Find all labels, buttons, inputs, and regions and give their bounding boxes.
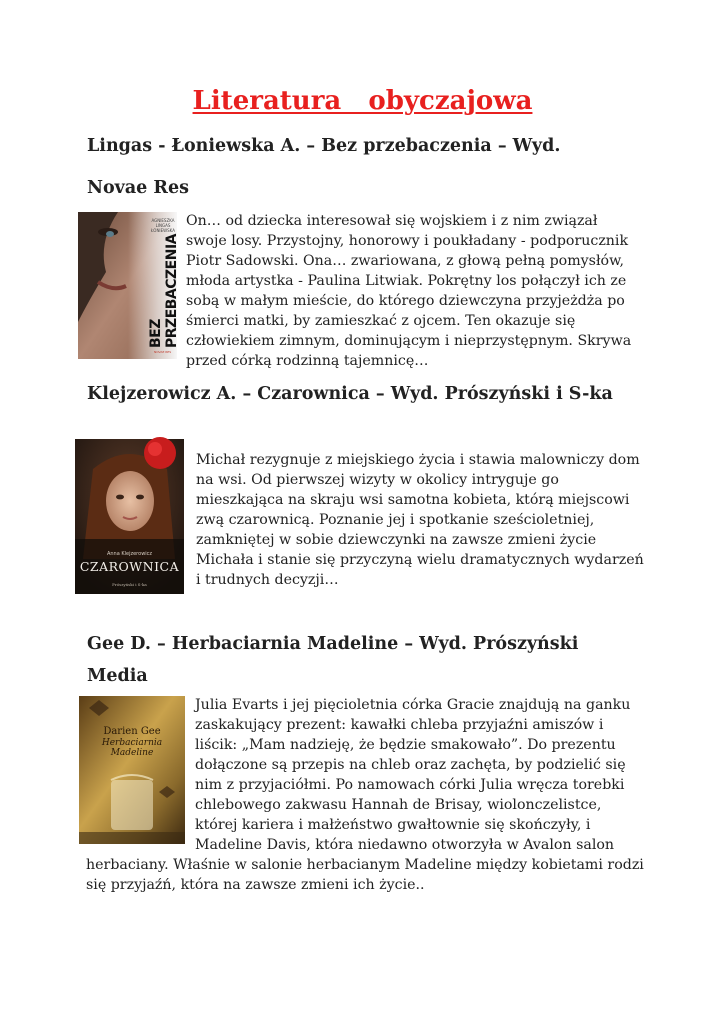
- cover-author: Darien Gee: [103, 726, 161, 737]
- book-description-herbaciarnia-madeline-full: [86, 855, 656, 895]
- book-heading-czarownica: [87, 378, 647, 410]
- book-heading-bez-przebaczenia: [87, 130, 647, 204]
- book-cover-czarownica: [75, 439, 184, 594]
- book-description-czarownica: [196, 450, 646, 590]
- description-line: Julia Evarts i jej pięcioletnia córka Gracie znajdują na ganku: [195, 697, 631, 713]
- description-line: się przyjaźń, która na zawsze zmieni ich życie..: [86, 877, 425, 893]
- book-heading-line: Media: [87, 666, 148, 686]
- book-heading-herbaciarnia-madeline: [87, 628, 647, 692]
- book-description-bez-przebaczenia: [186, 211, 641, 371]
- book-cover-bez-przebaczenia: [78, 212, 180, 359]
- description-line: nim z przyjaciółmi. Po namowach córki Julia wręcza torebki: [195, 777, 625, 793]
- description-line: herbaciany. Właśnie w salonie herbacianym Madeline między kobietami rodzi: [86, 857, 644, 873]
- cover-author: AGNIESZKA LINGAS ŁONIEWSKA: [151, 218, 175, 233]
- description-line: liścik: „Mam nadzieję, że będzie smakowało”. Do prezentu: [195, 737, 616, 753]
- book-heading-line: Gee D. – Herbaciarnia Madeline – Wyd. Prószyński: [87, 634, 579, 654]
- description-line: chlebowego zakwasu Hannah de Brisay, wiolonczelistce,: [195, 797, 602, 813]
- page-title: Literatura obyczajowa: [192, 86, 533, 116]
- book-heading-line: Lingas - Łoniewska A. – Bez przebaczenia – Wyd.: [87, 136, 561, 156]
- description-line: dołączone są przepis na chleb oraz zachęta, by podzielić się: [195, 757, 626, 773]
- description-line: której kariera i małżeństwo gwałtownie się skończyły, i: [195, 817, 591, 833]
- book-heading-line: Novae Res: [87, 178, 189, 198]
- cover-publisher: NOVAE RES: [154, 350, 172, 354]
- description-text: On… od dziecka interesował się wojskiem i z nim związał swoje losy. Przystojny, honorowy i poukładany - podporucznik Piotr Sadowski. Ona… zwariowana, z głową pełną pomysłów, młoda artystka - Paulina Litwiak. Pokrętny los połączył ich ze sobą w małym mieście, do którego dziewczyna przyjeżdża po śmierci matki, by zamieszkać z ojcem. Ten okazuje się człowiekiem zimnym, dominującym i nieprzystępnym. Skrywa przed córką rodzinną tajemnicę…: [186, 213, 632, 369]
- description-line: Madeline Davis, która niedawno otworzyła w Avalon salon: [195, 837, 615, 853]
- cover-title: CZAROWNICA: [79, 559, 180, 574]
- cover-title: Herbaciarnia Madeline: [101, 738, 163, 758]
- cover-title: BEZ PRZEBACZENIA: [148, 233, 180, 348]
- book-heading-line: Klejzerowicz A. – Czarownica – Wyd. Prószyński i S-ka: [87, 384, 613, 404]
- book-cover-herbaciarnia-madeline: [79, 696, 185, 844]
- description-text: Michał rezygnuje z miejskiego życia i stawia malowniczy dom na wsi. Od pierwszej wizyty w okolicy intryguje go mieszkająca na skraju wsi samotna kobieta, którą miejscowi zwą czarownicą. Poznanie jej i spotkanie sześcioletniej, zamkniętej w sobie dziewczynki na zawsze zmieni życie Michała i stanie się przyczyną wielu dramatycznych wydarzeń i trudnych decyzji…: [196, 452, 644, 588]
- description-line: zaskakujący prezent: kawałki chleba przyjaźni amiszów i: [195, 717, 604, 733]
- cover-author: Anna Klejzerowicz: [106, 551, 153, 557]
- book-description-herbaciarnia-madeline-wrapped: [195, 695, 645, 855]
- cover-publisher: Prószyński i S-ka: [112, 582, 147, 587]
